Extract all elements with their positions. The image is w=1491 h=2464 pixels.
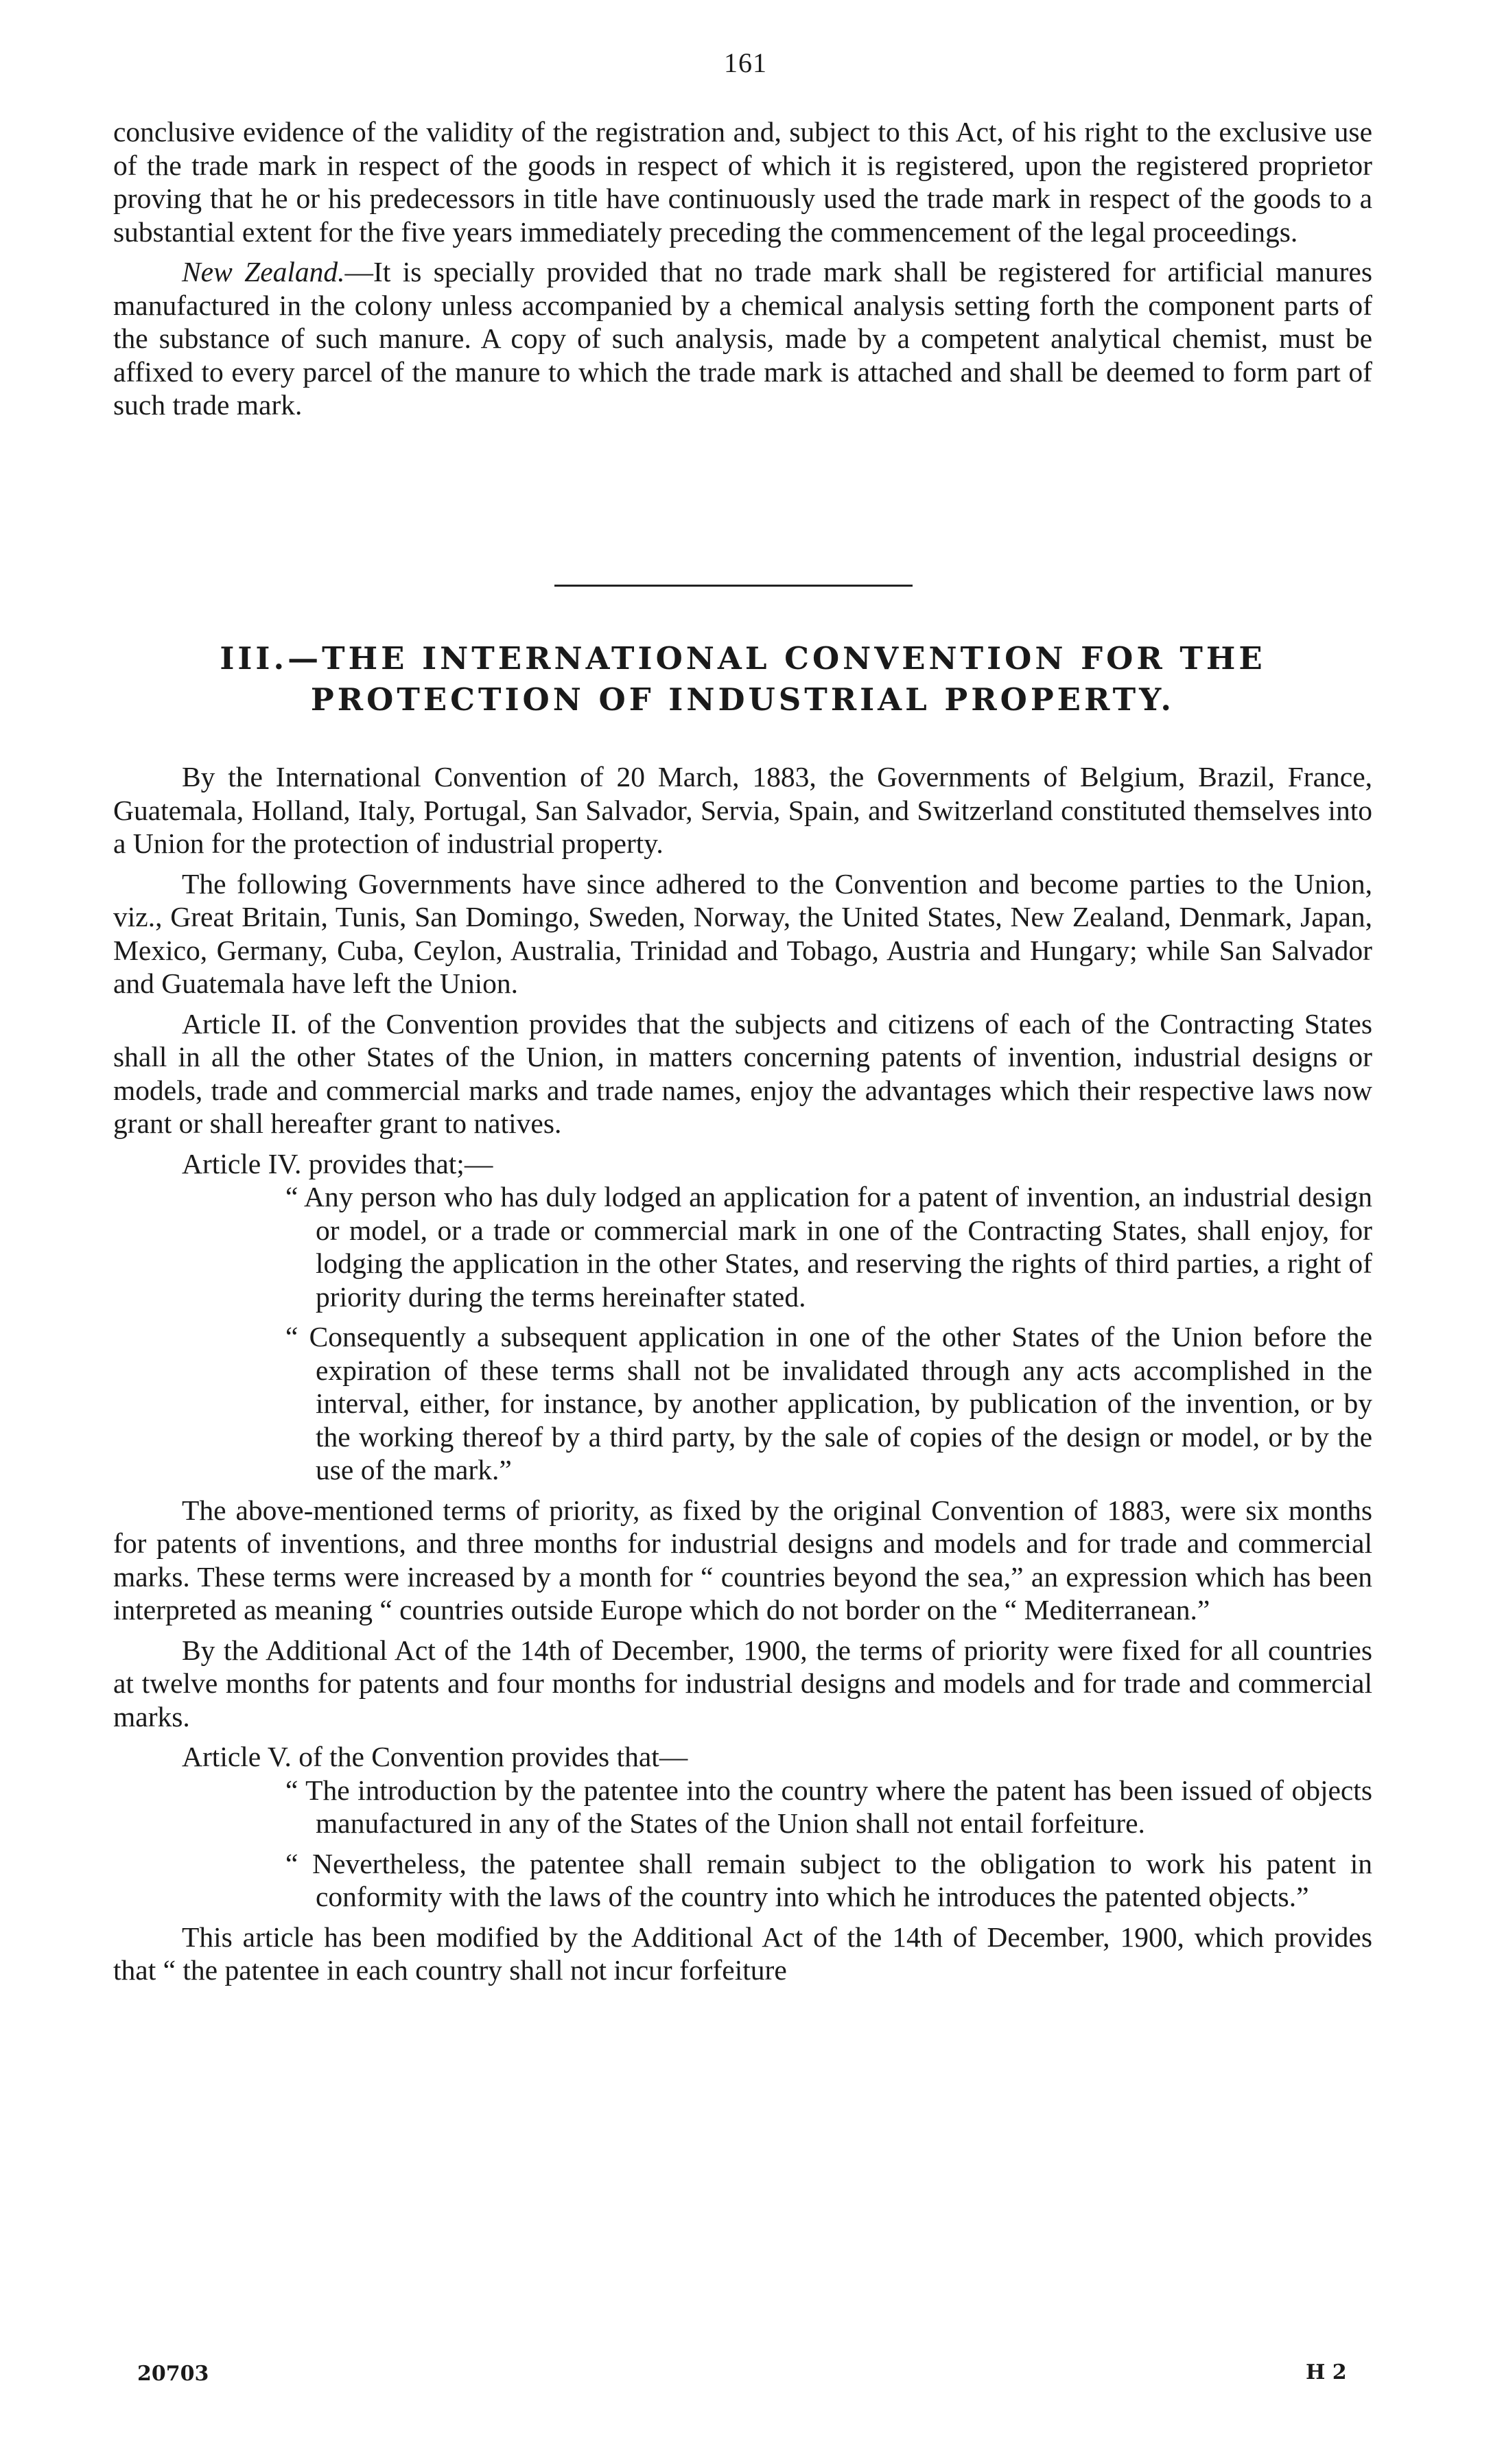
- paragraph-article-ii: Article II. of the Convention provides that the subjects and citizens of each of the Contracting States shall in all the other States of the Union, in matters concerning patents of invention, industrial designs or models, trade and commercial marks and trade names, enjoy the advantages which their respective laws now grant or shall hereafter grant to natives.: [113, 1007, 1372, 1139]
- footer-signature-mark: H 2: [1306, 2360, 1347, 2384]
- new-zealand-paragraph: [113, 255, 1372, 422]
- section-divider: [554, 585, 913, 587]
- section-heading: [113, 638, 1372, 720]
- paragraph-adhered-governments: The following Governments have since adhered to the Convention and become parties to the Union, viz., Great Britain, Tunis, San Domingo, Sweden, Norway, the United States, New Zealand, Denmark, Japan, Mexico, Germany, Cuba, Ceylon, Australia, Trinidad and Tobago, Austria and Hungary; while San Salvador and Guatemala have left the Union.: [113, 867, 1372, 999]
- paragraph-article-modified: This article has been modified by the Additional Act of the 14th of December, 1900, which provides that “ the patentee in each country shall not incur forfeiture: [113, 1921, 1372, 1986]
- new-zealand-label: New Zealand.: [182, 256, 345, 288]
- top-section: [113, 115, 1372, 422]
- quote-article-iv-1: “ Any person who has duly lodged an application for a patent of invention, an industrial design or model, or a trade or commercial mark in one of the Contracting States, shall enjoy, for lodging the application in the other States, and reserving the rights of third parties, a right of priority during the terms hereinafter stated.: [285, 1181, 1372, 1313]
- quote-article-v-2: “ Nevertheless, the patentee shall remain subject to the obligation to work his patent in conformity with the laws of the country into which he introduces the patented objects.”: [285, 1847, 1372, 1912]
- paragraph-convention-1883: By the International Convention of 20 March, 1883, the Governments of Belgium, Brazil, France, Guatemala, Holland, Italy, Portugal, San Salvador, Servia, Spain, and Switzerland constituted themselves into a Union for the protection of industrial property.: [113, 761, 1372, 859]
- page-number: 161: [724, 47, 767, 78]
- paragraph-article-iv-intro: Article IV. provides that;—: [182, 1147, 493, 1180]
- section-heading-line-1: III.—THE INTERNATIONAL CONVENTION FOR THE: [220, 640, 1266, 677]
- continuation-paragraph: conclusive evidence of the validity of the registration and, subject to this Act, of his right to the exclusive use of the trade mark in respect of the goods in respect of which it is registered, upon the registered proprietor proving that he or his predecessors in title have continuously used the trade mark in respect of the goods to a substantial extent for the five years immediately preceding the commencement of the legal proceedings.: [113, 116, 1372, 248]
- quote-article-v-1: “ The introduction by the patentee into the country where the patent has been issued of objects manufactured in any of the States of the Union shall not entail forfeiture.: [285, 1774, 1372, 1839]
- section-body: [113, 760, 1372, 1987]
- new-zealand-text: —It is specially provided that no trade mark shall be registered for artificial manures manufactured in the colony unless accompanied by a chemical analysis setting forth the component parts of the substance of such manure. A copy of such analysis, made by a competent analytical chemist, must be affixed to every parcel of the manure to which the trade mark is attached and shall be deemed to form part of such trade mark.: [113, 256, 1372, 421]
- paragraph-additional-act: By the Additional Act of the 14th of December, 1900, the terms of priority were fixed for all countries at twelve months for patents and four months for industrial designs and models and for trade and commercial marks.: [113, 1634, 1372, 1733]
- paragraph-terms-of-priority: The above-mentioned terms of priority, as fixed by the original Convention of 1883, were six months for patents of inventions, and three months for industrial designs and models and for trade and commercial marks. These terms were increased by a month for “ countries beyond the sea,” an expression which has been interpreted as meaning “ countries outside Europe which do not border on the “ Mediterranean.”: [113, 1494, 1372, 1626]
- paragraph-article-v-intro: Article V. of the Convention provides that—: [182, 1741, 688, 1772]
- footer-print-number: 20703: [137, 2362, 209, 2386]
- section-heading-line-2: PROTECTION OF INDUSTRIAL PROPERTY.: [310, 681, 1175, 718]
- quote-article-iv-2: “ Consequently a subsequent application in one of the other States of the Union before the expiration of these terms shall not be invalidated through any acts accomplished in the interval, either, for instance, by another application, by publication of the invention, or by the working thereof by a third party, by the sale of copies of the design or model, or by the use of the mark.”: [285, 1321, 1372, 1486]
